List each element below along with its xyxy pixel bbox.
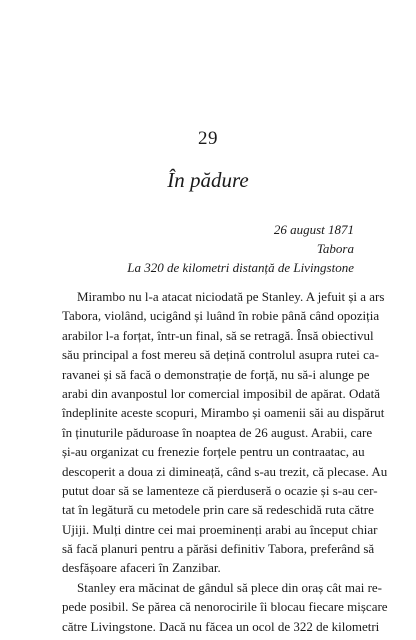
dateline-place: Tabora	[316, 241, 354, 256]
body-line: descoperit a doua zi dimineață, când s-au trezit, că plecase. Au	[62, 463, 388, 479]
body-line: arabi din avanpostul lor comercial imposibil de apărat. Odată	[62, 385, 381, 401]
dateline-distance: La 320 de kilometri distanță de Livingstone	[127, 260, 354, 275]
body-line: în ținuturile păduroase în noaptea de 26 august. Arabii, care	[62, 424, 373, 440]
body-line: arabilor l-a forțat, într-un final, să se retragă. Însă obiectivul	[62, 327, 374, 343]
chapter-number: 29	[198, 128, 218, 149]
body-line: către Livingstone. Dacă nu făcea un ocol de 322 de kilometri	[62, 618, 380, 634]
body-line: Mirambo nu l-a atacat niciodată pe Stanley. A jefuit și a ars	[77, 289, 385, 304]
body-line: să facă planuri pentru a părăsi definitiv Tabora, preferând să	[62, 541, 375, 557]
body-line: tat în legătură cu metodele prin care să redeschidă ruta către	[62, 502, 374, 518]
chapter-title: În pădure	[167, 168, 249, 192]
body-line: Tabora, violând, ucigând și luând în robie până când opoziția	[62, 308, 380, 324]
body-line: pede posibil. Se părea că nenorocirile îi blocau fiecare mișcare	[62, 599, 388, 615]
body-line: desfășoare afaceri în Zanzibar.	[62, 560, 221, 576]
body-line: Stanley era măcinat de gândul să plece din oraș cât mai re-	[77, 579, 383, 595]
body-line: său principal a fost mereu să dețină controlul asupra rutei ca-	[62, 347, 379, 363]
body-line: putut doar să se lamenteze că pierduseră o ocazie și s-au cer-	[62, 482, 378, 498]
dateline	[127, 220, 354, 277]
dateline-date: 26 august 1871	[273, 222, 354, 237]
body-line: și-au organizat cu frenezie forțele pentru un contraatac, au	[62, 444, 365, 460]
body-line: îndeplinite aceste scopuri, Mirambo și oamenii săi au dispărut	[62, 405, 385, 421]
body-line: Ujiji. Mulți dintre cei mai proeminenți arabi au început chiar	[62, 521, 378, 537]
chapter-body	[62, 287, 388, 636]
body-line: ravanei și să facă o demonstrație de forță, nu să-i alunge pe	[62, 366, 370, 382]
